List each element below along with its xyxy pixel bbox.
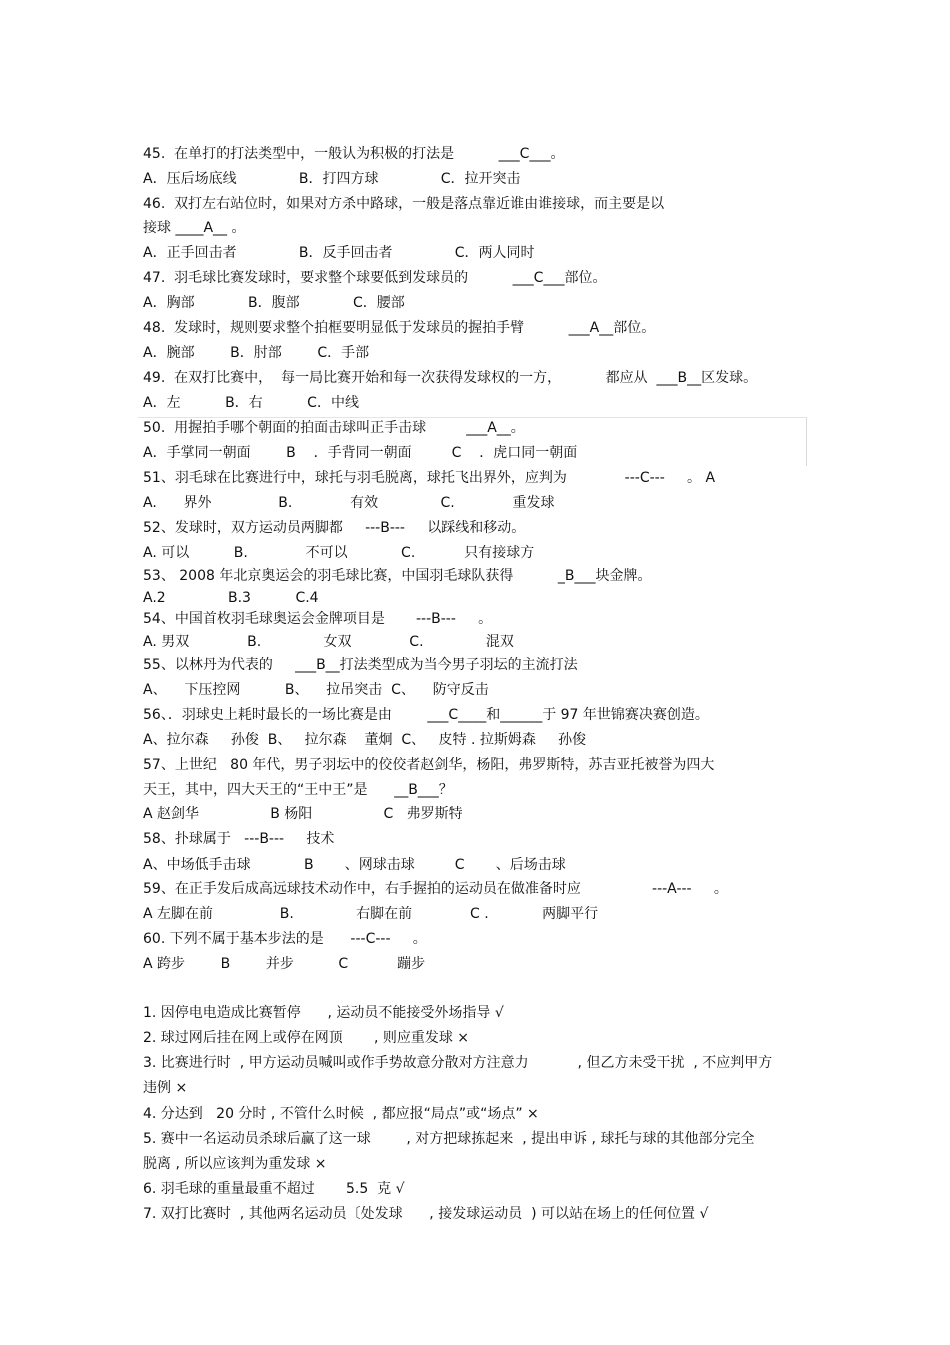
- tf-item-7: 7. 双打比赛时 , 其他两名运动员〔处发球 , 接发球运动员 ) 可以站在场上的任何位置 √: [143, 1206, 709, 1222]
- q60-stem: 60. 下列不属于基本步法的是 ---C--- 。: [143, 931, 427, 947]
- q54-stem: 54、中国首枚羽毛球奥运会金牌项目是 ---B--- 。: [143, 611, 493, 627]
- q58-stem: 58、扑球属于 ---B--- 技术: [143, 831, 335, 847]
- q57-stem-line2: 天王，其中，四大天王的“王中王”是 __B___？: [143, 782, 453, 798]
- tf-item-1: 1. 因停电电造成比赛暂停 , 运动员不能接受外场指导 √: [143, 1005, 504, 1021]
- q46-stem-line2: 接球 ____A__ 。: [143, 220, 246, 236]
- tf-item-6: 6. 羽毛球的重量最重不超过 5.5 克 √: [143, 1181, 405, 1197]
- q59-options: A 左脚在前 B. 右脚在前 C . 两脚平行: [143, 906, 599, 922]
- q46-stem-line1: 46. 双打左右站位时，如果对方杀中路球，一般是落点靠近谁由谁接球，而主要是以: [143, 196, 665, 212]
- tf-item-3-line2: 违例 ×: [143, 1080, 188, 1096]
- tf-item-4: 4. 分达到 20 分时 , 不管什么时候 , 都应报“局点”或“场点” ×: [143, 1106, 539, 1122]
- q50-options: A．手掌同一朝面 B ．手背同一朝面 C ．虎口同一朝面: [143, 445, 578, 461]
- q60-options: A 跨步 B 并步 C 蹦步: [143, 956, 426, 972]
- q53-options: A.2 B.3 C.4: [143, 590, 319, 606]
- q57-options: A 赵剑华 B 杨阳 C 弗罗斯特: [143, 806, 463, 822]
- q55-stem: 55、以林丹为代表的 ___B__打法类型成为当今男子羽坛的主流打法: [143, 657, 578, 673]
- q56-stem: 56、．羽球史上耗时最长的一场比赛是由 ___C____和______于 97 年世锦赛决赛创造。: [143, 707, 709, 723]
- q54-options: A. 男双 B. 女双 C. 混双: [143, 634, 514, 650]
- q57-stem-line1: 57、上世纪 80 年代，男子羽坛中的佼佼者赵剑华，杨阳，弗罗斯特，苏吉亚托被誉为四大: [143, 757, 715, 773]
- q52-stem: 52、发球时，双方运动员两脚都 ---B--- 以踩线和移动。: [143, 520, 526, 536]
- q47-options: A．胸部 B．腹部 C．腰部: [143, 295, 405, 311]
- q59-stem: 59、在正手发后成高远球技术动作中，右手握拍的运动员在做准备时应 ---A--- 。: [143, 881, 728, 897]
- q51-options: A. 界外 B. 有效 C. 重发球: [143, 495, 555, 511]
- q52-options: A. 可以 B. 不可以 C. 只有接球方: [143, 545, 535, 561]
- q49-stem: 49. 在双打比赛中， 每一局比赛开始和每一次获得发球权的一方， 都应从 ___B__区发球。: [143, 370, 758, 386]
- q53-stem: 53、 2008 年北京奥运会的羽毛球比赛，中国羽毛球队获得 _B___块金牌。: [143, 568, 652, 584]
- q46-options: A．正手回击者 B．反手回击者 C．两人同时: [143, 245, 535, 261]
- q48-stem: 48. 发球时，规则要求整个拍框要明显低于发球员的握拍手臂 ___A__部位。: [143, 320, 656, 336]
- tf-item-3-line1: 3. 比赛进行时 , 甲方运动员喊叫或作手势故意分散对方注意力 , 但乙方未受干扰 , 不应判甲方: [143, 1055, 773, 1071]
- q47-stem: 47. 羽毛球比赛发球时，要求整个球要低到发球员的 ___C___部位。: [143, 270, 607, 286]
- tf-item-5-line1: 5. 赛中一名运动员杀球后赢了这一球 , 对方把球拣起来 , 提出申诉 , 球托与球的其他部分完全: [143, 1131, 755, 1147]
- q45-options: A．压后场底线 B．打四方球 C．拉开突击: [143, 171, 521, 187]
- q51-stem: 51、羽毛球在比赛进行中，球托与羽毛脱离，球托飞出界外，应判为 ---C--- 。 A: [143, 470, 716, 486]
- q49-options: A．左 B．右 C．中线: [143, 395, 359, 411]
- q45-stem: 45. 在单打的打法类型中，一般认为积极的打法是 ___C___。: [143, 146, 565, 162]
- q56-options: A、拉尔森 孙俊 B、 拉尔森 董炯 C、 皮特 . 拉斯姆森 孙俊: [143, 732, 587, 748]
- q55-options: A、 下压控网 B、 拉吊突击 C、 防守反击: [143, 682, 489, 698]
- q48-options: A．腕部 B．肘部 C．手部: [143, 345, 370, 361]
- q50-stem: 50. 用握拍手哪个朝面的拍面击球叫正手击球 ___A__。: [143, 420, 525, 436]
- tf-item-2: 2. 球过网后挂在网上或停在网顶 , 则应重发球 ×: [143, 1030, 470, 1046]
- tf-item-5-line2: 脱离 , 所以应该判为重发球 ×: [143, 1156, 327, 1172]
- q58-options: A、中场低手击球 B 、网球击球 C 、后场击球: [143, 857, 566, 873]
